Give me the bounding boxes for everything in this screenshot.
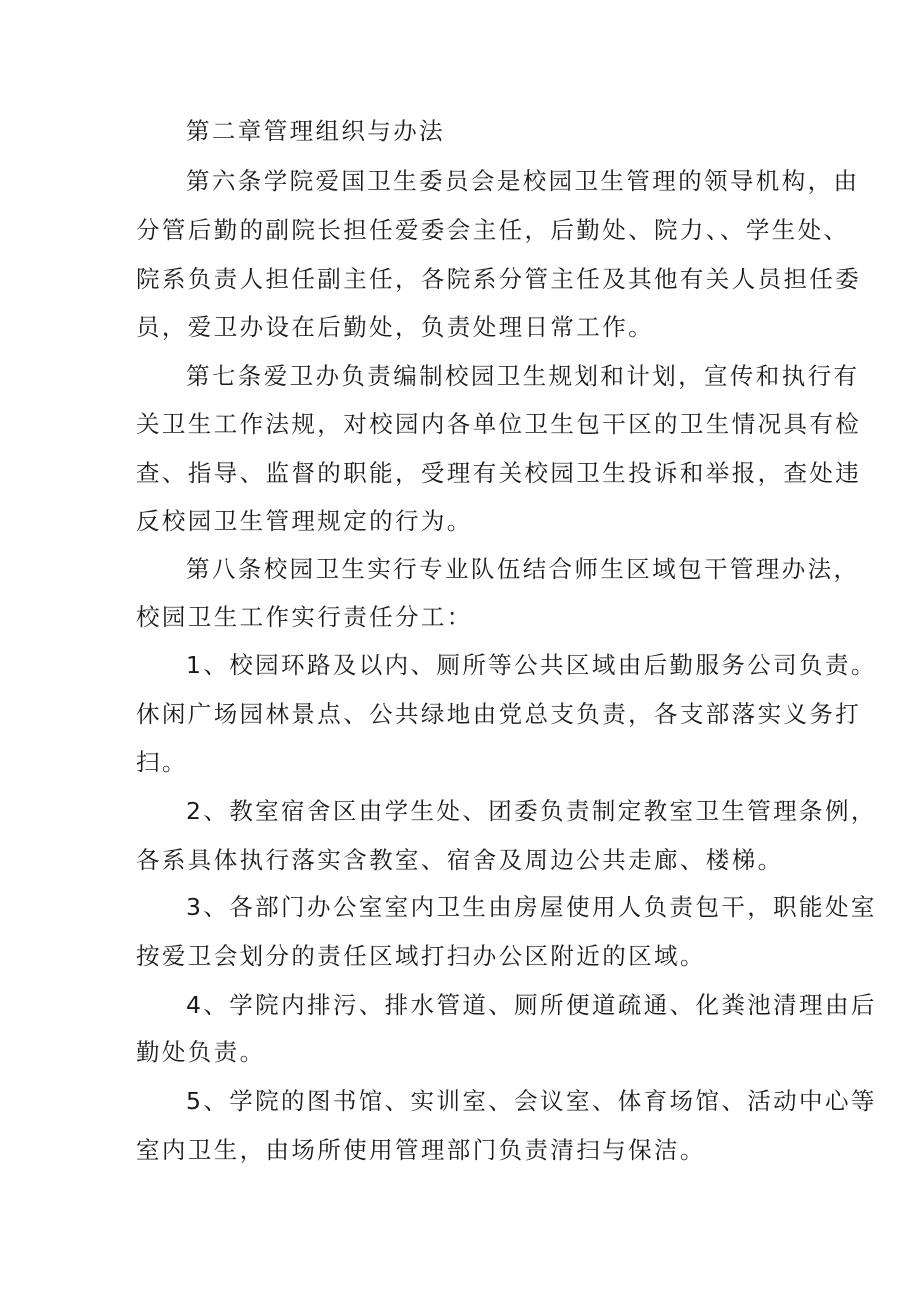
paragraph-line: 查、指导、监督的职能，受理有关校园卫生投诉和举报，查处违 (136, 459, 862, 487)
paragraph-line: 第七条爱卫办负责编制校园卫生规划和计划，宣传和执行有 (186, 362, 860, 390)
paragraph-line: 按爱卫会划分的责任区域打扫办公区附近的区域。 (136, 942, 706, 970)
paragraph-line: 关卫生工作法规，对校园内各单位卫生包干区的卫生情况具有检 (136, 410, 862, 438)
paragraph-line: 2、教室宿舍区由学生处、团委负责制定教室卫生管理条例， (186, 797, 877, 825)
paragraph-line: 院系负责人担任副主任，各院系分管主任及其他有关人员担任委 (136, 265, 862, 293)
paragraph-line: 校园卫生工作实行责任分工： (136, 603, 473, 631)
paragraph-line: 4、学院内排污、排水管道、厕所便道疏通、化粪池清理由后 (186, 991, 877, 1019)
paragraph-line: 各系具体执行落实含教室、宿舍及周边公共走廊、楼梯。 (136, 846, 784, 874)
paragraph-line: 反校园卫生管理规定的行为。 (136, 507, 473, 535)
paragraph-line: 勤处负责。 (136, 1038, 266, 1066)
paragraph-line: 5、学院的图书馆、实训室、会议室、体育场馆、活动中心等 (186, 1087, 877, 1115)
paragraph-line: 3、各部门办公室室内卫生由房屋使用人负责包干，职能处室 (186, 893, 877, 921)
paragraph-line: 扫。 (136, 748, 188, 776)
paragraph-line: 休闲广场园林景点、公共绿地由党总支负责，各支部落实义务打 (136, 700, 862, 728)
paragraph-line: 室内卫生，由场所使用管理部门负责清扫与保洁。 (136, 1136, 706, 1164)
paragraph-line: 第六条学院爱国卫生委员会是校园卫生管理的领导机构，由 (186, 167, 860, 195)
paragraph-line: 1、校园环路及以内、厕所等公共区域由后勤服务公司负责。 (186, 651, 877, 679)
chapter-heading: 第二章管理组织与办法 (186, 117, 445, 145)
paragraph-line: 分管后勤的副院长担任爱委会主任，后勤处、院力、、学生处、 (136, 216, 850, 244)
paragraph-line: 员，爱卫办设在后勤处，负责处理日常工作。 (136, 313, 654, 341)
paragraph-line: 第八条校园卫生实行专业队伍结合师生区域包干管理办法， (186, 555, 860, 583)
